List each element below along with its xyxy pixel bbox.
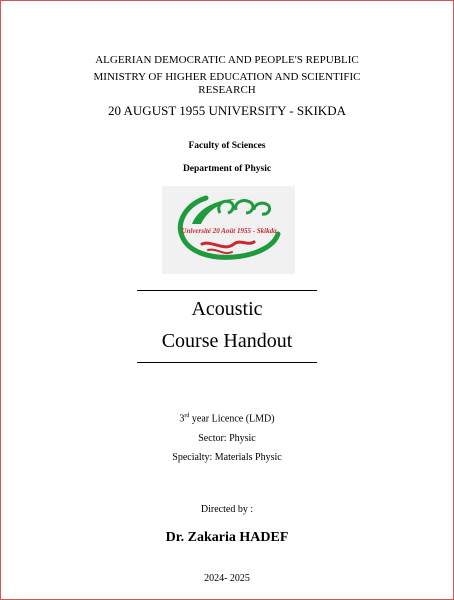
republic-line: ALGERIAN DEMOCRATIC AND PEOPLE'S REPUBLIC	[95, 54, 359, 66]
logo-text: Université 20 Août 1955 - Skikda	[181, 227, 277, 235]
sector: Sector: Physic	[198, 433, 256, 444]
study-year-label: year Licence (LMD)	[189, 413, 275, 425]
study-year-number: 3	[179, 413, 185, 425]
title-bottom-rule	[137, 362, 317, 363]
university-logo	[162, 186, 295, 274]
faculty-name: Faculty of Sciences	[188, 141, 266, 151]
academic-year: 2024- 2025	[204, 573, 250, 584]
university-emblem-icon	[162, 186, 295, 274]
study-year	[0, 413, 454, 424]
course-title: Acoustic	[191, 298, 263, 320]
directed-by-label: Directed by :	[200, 504, 254, 515]
title-top-rule	[137, 290, 317, 291]
university-name: 20 AUGUST 1955 UNIVERSITY - SKIKDA	[108, 103, 346, 118]
course-subtitle: Course Handout	[161, 330, 293, 352]
ministry-line: MINISTRY OF HIGHER EDUCATION AND SCIENTIFIC	[93, 71, 361, 83]
department-name: Department of Physic	[182, 164, 272, 174]
specialty: Specialty: Materials Physic	[172, 452, 282, 463]
study-year-suffix: rd	[184, 413, 190, 419]
author-name: Dr. Zakaria HADEF	[165, 530, 289, 545]
ministry-line-cont: RESEARCH	[198, 84, 256, 96]
